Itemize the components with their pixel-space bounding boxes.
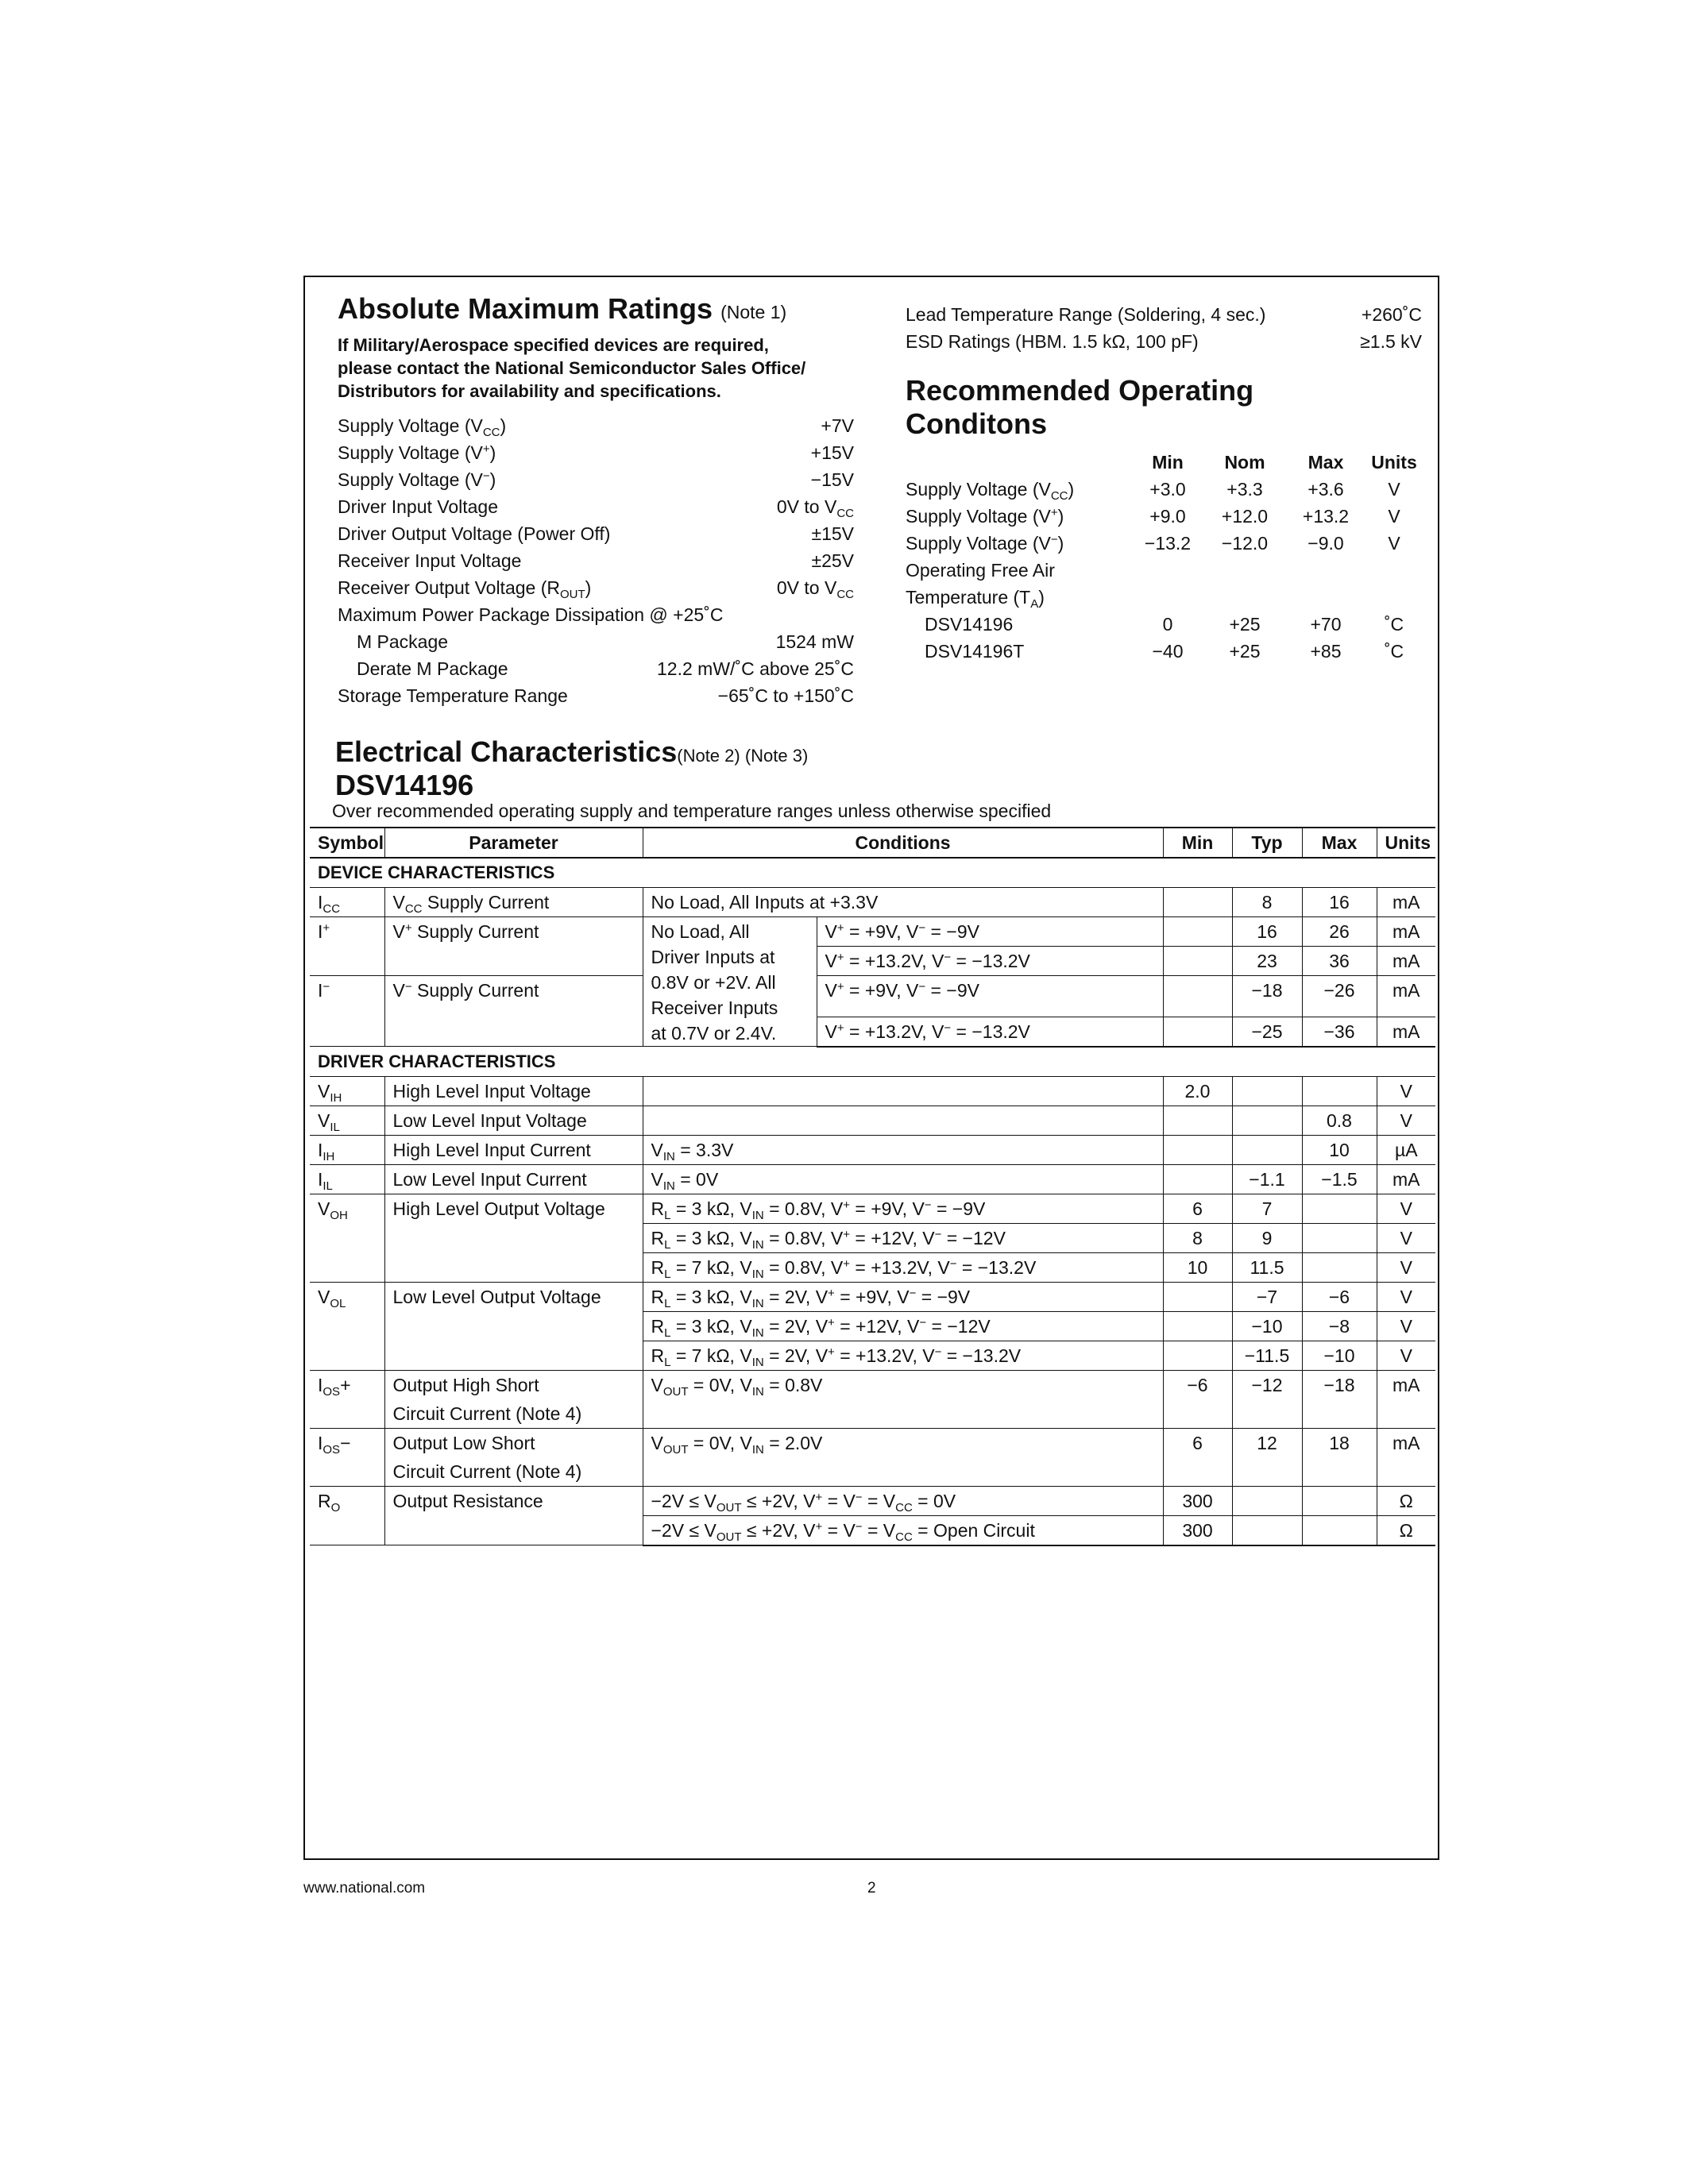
symbol: $I_{OS}+$ <box>310 1370 384 1428</box>
roc-row <box>906 638 1422 665</box>
cell-units: mA <box>1377 1428 1435 1486</box>
table-row <box>310 1194 1435 1223</box>
cell-units: V <box>1377 1282 1435 1311</box>
conditions <box>643 1076 1163 1106</box>
conditions: $R_L = 7$ kΩ, $V_{IN} = 0.8V$, V+ = +13.2V, V− = −13.2V <box>643 1252 1163 1282</box>
rating-label: Supply Voltage (V+) <box>338 442 496 463</box>
roc-value <box>1285 557 1366 584</box>
rating-value: +15V <box>810 442 854 463</box>
rating-label: ESD Ratings (HBM. 1.5 kΩ, 100 pF) <box>906 331 1199 352</box>
rating-value: ±15V <box>811 523 854 544</box>
roc-label: Supply Voltage (V+) <box>906 505 1064 527</box>
cell-typ: −18 <box>1232 976 1302 1017</box>
roc-value: +3.3 <box>1226 478 1263 500</box>
roc-value <box>1285 584 1366 611</box>
parameter: Output High Short Circuit Current (Note 4) <box>384 1370 643 1428</box>
ec-subtitle: Over recommended operating supply and temperature ranges unless otherwise specified <box>332 801 1052 821</box>
ec-header: Min <box>1163 828 1232 858</box>
parameter: $V_{CC}$ Supply Current <box>384 888 643 917</box>
rating-row <box>338 682 854 709</box>
conditions: $V_{IN} = 3.3V$ <box>643 1135 1163 1164</box>
cell-typ <box>1232 1076 1302 1106</box>
cell-min <box>1163 1164 1232 1194</box>
roc-value: +85 <box>1310 640 1342 662</box>
cell-max <box>1302 1252 1377 1282</box>
symbol: $V_{OH}$ <box>310 1194 384 1282</box>
cell-units: V <box>1377 1223 1435 1252</box>
cell-min <box>1163 947 1232 976</box>
symbol: $V_{OL}$ <box>310 1282 384 1370</box>
cell-units: mA <box>1377 976 1435 1017</box>
table-row <box>310 1076 1435 1106</box>
cell-min: 8 <box>1163 1223 1232 1252</box>
roc-row <box>906 503 1422 530</box>
cell-max <box>1302 1076 1377 1106</box>
cell-typ <box>1232 1106 1302 1135</box>
rating-row <box>338 493 854 520</box>
rating-row <box>906 328 1422 355</box>
roc-title: Recommended Operating Conditons <box>906 374 1254 440</box>
cell-min: 6 <box>1163 1194 1232 1223</box>
roc-header: Min <box>1152 451 1184 473</box>
table-row <box>310 917 1435 947</box>
rating-value: 0V to $V_{CC}$ <box>776 577 854 601</box>
cell-max: 26 <box>1302 917 1377 947</box>
rating-row <box>338 547 854 574</box>
cell-units: V <box>1377 1311 1435 1341</box>
parameter: High Level Input Current <box>384 1135 643 1164</box>
roc-value: +12.0 <box>1221 505 1269 527</box>
cell-min <box>1163 1135 1232 1164</box>
roc-value <box>1204 557 1285 584</box>
cell-min <box>1163 976 1232 1017</box>
cell-typ: 16 <box>1232 917 1302 947</box>
roc-value: +13.2 <box>1302 505 1350 527</box>
rating-row <box>338 466 854 493</box>
conditions: $V_{OUT} = 0V$, $V_{IN} = 0.8V$ <box>643 1370 1163 1428</box>
cell-max <box>1302 1194 1377 1223</box>
rating-row <box>338 574 854 601</box>
cell-min <box>1163 1282 1232 1311</box>
cell-typ <box>1232 1515 1302 1545</box>
rating-value: 1524 mW <box>775 631 854 652</box>
symbol: $R_O$ <box>310 1486 384 1545</box>
symbol: $I_{IL}$ <box>310 1164 384 1194</box>
roc-label: Supply Voltage (V−) <box>906 532 1064 554</box>
cell-max: −36 <box>1302 1017 1377 1047</box>
rating-row <box>338 439 854 466</box>
roc-value: −12.0 <box>1221 532 1269 554</box>
cell-typ: −12 <box>1232 1370 1302 1428</box>
rating-label: Driver Output Voltage (Power Off) <box>338 523 611 544</box>
amr-title: Absolute Maximum Ratings (Note 1) <box>338 292 787 325</box>
cell-min: −6 <box>1163 1370 1232 1428</box>
cell-max: 16 <box>1302 888 1377 917</box>
rating-row <box>338 655 854 682</box>
roc-row <box>906 557 1422 584</box>
table-row <box>310 1486 1435 1515</box>
table-row <box>310 1106 1435 1135</box>
cell-typ: −25 <box>1232 1017 1302 1047</box>
amr-warning: If Military/Aerospace specified devices are required, please contact the National Semiconductor Sales Office/ Distributors for availability and specifications. <box>338 335 806 401</box>
rating-label: M Package <box>357 631 449 652</box>
amr-right-section <box>906 301 1422 665</box>
cell-min <box>1163 1341 1232 1370</box>
ec-header: Symbol <box>310 828 384 858</box>
conditions <box>643 1106 1163 1135</box>
cell-units: V <box>1377 1252 1435 1282</box>
rating-label: Lead Temperature Range (Soldering, 4 sec.) <box>906 304 1266 325</box>
footer-url: www.national.com <box>303 1880 426 1897</box>
roc-value: ˚C <box>1384 640 1404 662</box>
roc-value <box>1204 584 1285 611</box>
roc-row <box>906 584 1422 611</box>
rating-value: −15V <box>810 469 854 490</box>
rating-value: 0V to $V_{CC}$ <box>776 496 854 520</box>
cell-typ: −7 <box>1232 1282 1302 1311</box>
rating-label: Maximum Power Package Dissipation @ +25˚C <box>338 604 724 625</box>
rating-row <box>906 301 1422 328</box>
parameter: Output Low Short Circuit Current (Note 4) <box>384 1428 643 1486</box>
conditions: $R_L = 3$ kΩ, $V_{IN} = 0.8V$, V+ = +9V, V− = −9V <box>643 1194 1163 1223</box>
table-row <box>310 1370 1435 1428</box>
table-row <box>310 1428 1435 1486</box>
rating-value: +7V <box>821 415 854 436</box>
ec-heading <box>335 737 808 800</box>
roc-label: DSV14196 <box>925 613 1014 635</box>
parameter: V− Supply Current <box>384 976 643 1047</box>
roc-value <box>1366 584 1422 611</box>
rating-value: ±25V <box>811 550 854 571</box>
roc-row <box>906 530 1422 557</box>
table-row <box>310 1282 1435 1311</box>
table-row <box>310 976 1435 1017</box>
symbol: $V_{IH}$ <box>310 1076 384 1106</box>
cell-max: −10 <box>1302 1341 1377 1370</box>
roc-value: V <box>1388 505 1400 527</box>
cell-min <box>1163 917 1232 947</box>
roc-label: Operating Free Air <box>906 559 1055 581</box>
parameter: Output Resistance <box>384 1486 643 1545</box>
roc-label: Supply Voltage $(V_{CC})$ <box>906 478 1075 503</box>
cell-units: µA <box>1377 1135 1435 1164</box>
category-label: DEVICE CHARACTERISTICS <box>310 858 1435 888</box>
conditions: $-2V \le V_{OUT} \le +2V$, $V^+ = V^- = V_{CC} = 0V$ <box>643 1486 1163 1515</box>
rating-row <box>338 601 854 628</box>
cell-typ: 9 <box>1232 1223 1302 1252</box>
cell-units: V <box>1377 1341 1435 1370</box>
amr-ratings-list <box>338 412 854 709</box>
cell-min: 10 <box>1163 1252 1232 1282</box>
roc-value: V <box>1388 478 1400 500</box>
conditions: $R_L = 3$ kΩ, $V_{IN} = 2V$, V+ = +12V, V− = −12V <box>643 1311 1163 1341</box>
parameter: V+ Supply Current <box>384 917 643 976</box>
cell-units: mA <box>1377 917 1435 947</box>
roc-value: ˚C <box>1384 613 1404 635</box>
cell-max <box>1302 1515 1377 1545</box>
rating-value: ≥1.5 kV <box>1360 331 1422 352</box>
category-label: DRIVER CHARACTERISTICS <box>310 1047 1435 1077</box>
rating-value: −65˚C to +150˚C <box>717 685 854 706</box>
roc-label: Temperature $(T_A)$ <box>906 586 1045 611</box>
cell-min: 6 <box>1163 1428 1232 1486</box>
rating-value: +260˚C <box>1361 304 1422 325</box>
cell-max: −8 <box>1302 1311 1377 1341</box>
rating-label: Derate M Package <box>357 658 508 679</box>
cell-typ <box>1232 1486 1302 1515</box>
cell-max: −6 <box>1302 1282 1377 1311</box>
rating-row <box>338 412 854 439</box>
parameter: Low Level Output Voltage <box>384 1282 643 1370</box>
cell-max: 10 <box>1302 1135 1377 1164</box>
ec-header: Conditions <box>643 828 1163 858</box>
category-row <box>310 1047 1435 1077</box>
roc-value: 0 <box>1162 613 1173 635</box>
cell-max: −26 <box>1302 976 1377 1017</box>
cell-min: 2.0 <box>1163 1076 1232 1106</box>
parameter: High Level Output Voltage <box>384 1194 643 1282</box>
parameter: Low Level Input Voltage <box>384 1106 643 1135</box>
table-row <box>310 1135 1435 1164</box>
ec-header: Parameter <box>384 828 643 858</box>
conditions: $V_{IN} = 0V$ <box>643 1164 1163 1194</box>
footer-page-number: 2 <box>867 1880 876 1897</box>
cell-max <box>1302 1223 1377 1252</box>
cell-typ: 11.5 <box>1232 1252 1302 1282</box>
cell-units: V <box>1377 1076 1435 1106</box>
ec-header: Typ <box>1232 828 1302 858</box>
cell-units: Ω <box>1377 1486 1435 1515</box>
cell-typ: 7 <box>1232 1194 1302 1223</box>
cell-min: 300 <box>1163 1486 1232 1515</box>
roc-value: +70 <box>1310 613 1342 635</box>
rating-label: Receiver Input Voltage <box>338 550 522 571</box>
cell-typ: −1.1 <box>1232 1164 1302 1194</box>
roc-table <box>906 449 1422 665</box>
roc-header: Units <box>1371 451 1417 473</box>
cell-units: V <box>1377 1194 1435 1223</box>
ec-title: Electrical Characteristics(Note 2) (Note 3) <box>335 735 809 768</box>
ec-header: Units <box>1377 828 1435 858</box>
conditions: $R_L = 7$ kΩ, $V_{IN} = 2V$, V+ = +13.2V, V− = −13.2V <box>643 1341 1163 1370</box>
cell-typ: −10 <box>1232 1311 1302 1341</box>
roc-value: +25 <box>1229 613 1261 635</box>
roc-value <box>1131 557 1204 584</box>
category-row <box>310 858 1435 888</box>
roc-row <box>906 611 1422 638</box>
conditions: V+ = +13.2V, V− = −13.2V <box>817 947 1163 976</box>
cell-max: 18 <box>1302 1428 1377 1486</box>
ec-device: DSV14196 <box>335 769 474 801</box>
amr-section <box>338 292 854 709</box>
rating-label: Receiver Output Voltage $(R_{OUT})$ <box>338 577 592 601</box>
roc-value: +3.0 <box>1149 478 1186 500</box>
roc-header: Max <box>1308 451 1344 473</box>
symbol: $I_{CC}$ <box>310 888 384 917</box>
cell-units: mA <box>1377 1017 1435 1047</box>
cell-typ: 8 <box>1232 888 1302 917</box>
cell-typ: 23 <box>1232 947 1302 976</box>
roc-value <box>1366 557 1422 584</box>
symbol: I+ <box>310 917 384 976</box>
table-row <box>310 1164 1435 1194</box>
table-row <box>310 888 1435 917</box>
roc-value <box>1131 584 1204 611</box>
conditions: V+ = +9V, V− = −9V <box>817 976 1163 1017</box>
conditions: $-2V \le V_{OUT} \le +2V$, $V^+ = V^- = V_{CC}$ = Open Circuit <box>643 1515 1163 1545</box>
roc-header-blank <box>906 449 1131 476</box>
roc-header: Nom <box>1224 451 1265 473</box>
conditions: V+ = +13.2V, V− = −13.2V <box>817 1017 1163 1047</box>
roc-value: −13.2 <box>1144 532 1192 554</box>
roc-value: +25 <box>1229 640 1261 662</box>
conditions: V+ = +9V, V− = −9V <box>817 917 1163 947</box>
roc-value: −40 <box>1152 640 1184 662</box>
cell-max: −1.5 <box>1302 1164 1377 1194</box>
cell-units: mA <box>1377 888 1435 917</box>
rating-label: Storage Temperature Range <box>338 685 568 706</box>
cell-min: 300 <box>1163 1515 1232 1545</box>
roc-label: DSV14196T <box>925 640 1025 662</box>
symbol: $I_{IH}$ <box>310 1135 384 1164</box>
parameter: High Level Input Voltage <box>384 1076 643 1106</box>
rating-label: Driver Input Voltage <box>338 496 499 517</box>
ec-table <box>310 827 1435 1546</box>
conditions: $R_L = 3$ kΩ, $V_{IN} = 0.8V$, V+ = +12V, V− = −12V <box>643 1223 1163 1252</box>
rating-row <box>338 520 854 547</box>
cell-min <box>1163 1017 1232 1047</box>
cell-units: Ω <box>1377 1515 1435 1545</box>
conditions: $V_{OUT} = 0V$, $V_{IN} = 2.0V$ <box>643 1428 1163 1486</box>
cell-max <box>1302 1486 1377 1515</box>
symbol: $I_{OS}-$ <box>310 1428 384 1486</box>
cell-min <box>1163 1106 1232 1135</box>
cell-typ: 12 <box>1232 1428 1302 1486</box>
ec-header: Max <box>1302 828 1377 858</box>
parameter: Low Level Input Current <box>384 1164 643 1194</box>
cell-units: mA <box>1377 1370 1435 1428</box>
roc-value: −9.0 <box>1308 532 1344 554</box>
rating-row <box>338 628 854 655</box>
roc-row <box>906 476 1422 503</box>
cell-typ: −11.5 <box>1232 1341 1302 1370</box>
rating-label: Supply Voltage (V−) <box>338 469 496 490</box>
cell-units: V <box>1377 1106 1435 1135</box>
rating-label: Supply Voltage $(V_{CC})$ <box>338 415 507 439</box>
roc-value: +3.6 <box>1308 478 1344 500</box>
symbol: I− <box>310 976 384 1047</box>
symbol: $V_{IL}$ <box>310 1106 384 1135</box>
cell-min <box>1163 888 1232 917</box>
cell-typ <box>1232 1135 1302 1164</box>
cell-min <box>1163 1311 1232 1341</box>
roc-value: +9.0 <box>1149 505 1186 527</box>
conditions: No Load, All Inputs at +3.3V <box>643 888 1163 917</box>
rating-value: 12.2 mW/˚C above 25˚C <box>657 658 854 679</box>
cell-units: mA <box>1377 1164 1435 1194</box>
conditions: $R_L = 3$ kΩ, $V_{IN} = 2V$, V+ = +9V, V− = −9V <box>643 1282 1163 1311</box>
cell-max: 0.8 <box>1302 1106 1377 1135</box>
cell-max: 36 <box>1302 947 1377 976</box>
cell-max: −18 <box>1302 1370 1377 1428</box>
roc-value: V <box>1388 532 1400 554</box>
supply-conditions: No Load, All Driver Inputs at 0.8V or +2V. All Receiver Inputs at 0.7V or 2.4V. <box>643 917 817 1047</box>
cell-units: mA <box>1377 947 1435 976</box>
